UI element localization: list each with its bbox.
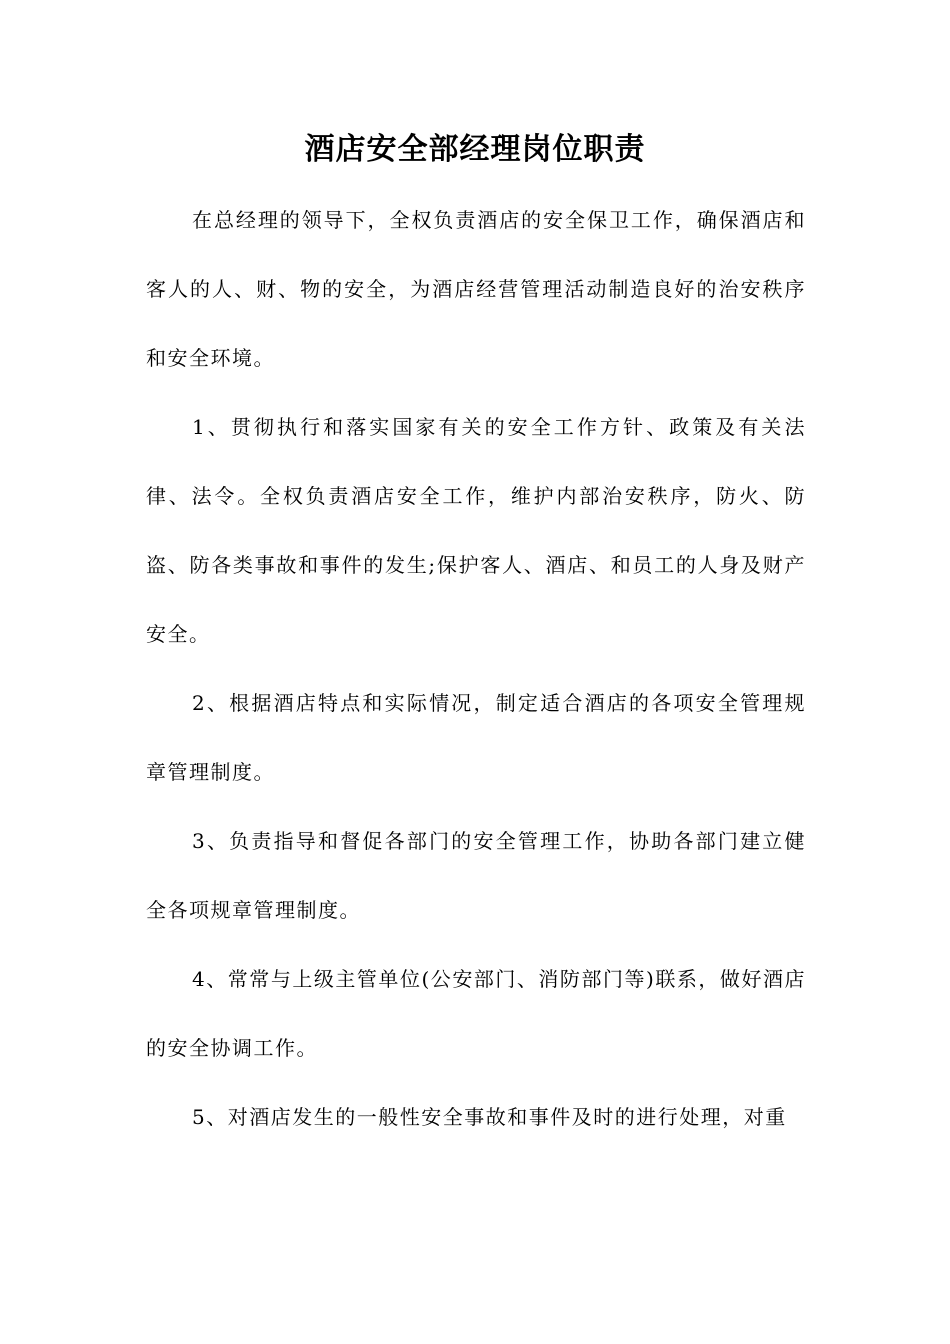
- page-title: 酒店安全部经理岗位职责: [304, 132, 646, 167]
- paragraph-item-2: 2、根据酒店特点和实际情况，制定适合酒店的各项安全管理规章管理制度。: [146, 691, 806, 784]
- paragraph-intro: 在总经理的领导下，全权负责酒店的安全保卫工作，确保酒店和客人的人、财、物的安全，为酒店经营管理活动制造良好的治安秩序和安全环境。: [146, 208, 806, 370]
- paragraph-item-1: 1、贯彻执行和落实国家有关的安全工作方针、政策及有关法律、法令。全权负责酒店安全工作，维护内部治安秩序，防火、防盗、防各类事故和事件的发生;保护客人、酒店、和员工的人身及财产安全。: [146, 415, 806, 646]
- document-body: [146, 186, 806, 1152]
- paragraph-item-3: 3、负责指导和督促各部门的安全管理工作，协助各部门建立健全各项规章管理制度。: [146, 829, 806, 922]
- paragraph-item-5: 5、对酒店发生的一般性安全事故和事件及时的进行处理，对重: [192, 1105, 787, 1129]
- paragraph-item-4: 4、常常与上级主管单位(公安部门、消防部门等)联系，做好酒店的安全协调工作。: [146, 967, 806, 1060]
